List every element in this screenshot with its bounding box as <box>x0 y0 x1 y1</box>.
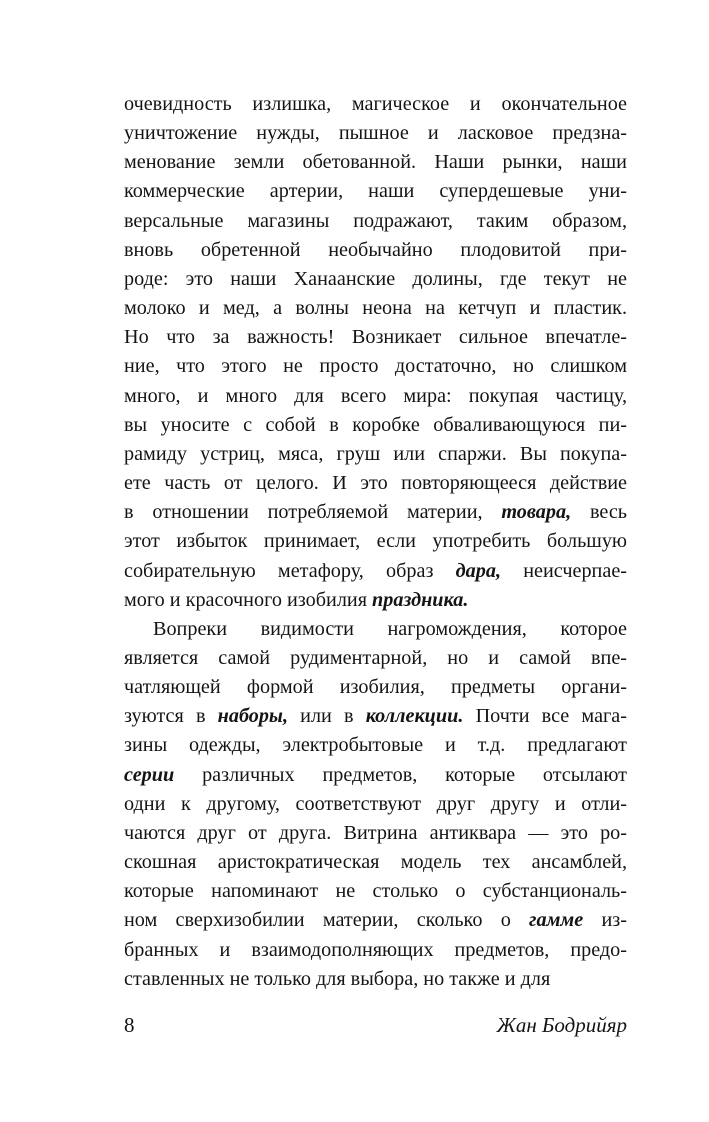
emphasized-term: наборы, <box>217 705 288 728</box>
text-line <box>124 586 627 615</box>
text-line <box>124 265 627 294</box>
text-run: чатляющей формой изобилия, предметы органи- <box>124 676 627 699</box>
text-run: зуются в <box>124 705 218 728</box>
text-run: в отношении потребляемой материи, <box>124 501 502 524</box>
text-run: скошная аристократическая модель тех ансамблей, <box>124 851 627 874</box>
paragraph <box>124 90 627 615</box>
text-line <box>124 207 627 236</box>
emphasized-term: коллекции. <box>365 705 464 728</box>
text-line <box>124 761 627 790</box>
text-run: уничтожение нужды, пышное и ласковое предзна- <box>124 122 627 145</box>
text-line <box>124 294 627 323</box>
text-line <box>124 877 627 906</box>
emphasized-term: товара, <box>501 501 572 524</box>
text-line <box>124 177 627 206</box>
text-run: которые напоминают не столько о субстанциональ- <box>124 880 627 903</box>
text-run: рамиду устриц, мяса, груш или спаржи. Вы покупа- <box>124 442 627 465</box>
text-line <box>124 119 627 148</box>
text-run: ете часть от целого. И это повторяющееся действие <box>124 472 627 495</box>
text-run: этот избыток принимает, если употребить большую <box>124 530 627 553</box>
text-run: зины одежды, электробытовые и т.д. предлагают <box>124 734 627 757</box>
text-line <box>124 906 627 935</box>
text-line <box>124 411 627 440</box>
text-line <box>124 644 627 673</box>
text-run: ставленных не только для выбора, но также и для <box>124 967 551 990</box>
text-run: чаются друг от друга. Витрина антиквара — это ро- <box>124 821 627 844</box>
text-run: весь <box>571 501 627 524</box>
text-run: ном сверхизобилии материи, сколько о <box>124 909 530 932</box>
text-line <box>124 440 627 469</box>
text-run: мого и красочного изобилия <box>124 588 373 611</box>
text-line <box>124 469 627 498</box>
text-line <box>124 323 627 352</box>
text-run: Вопреки видимости нагромождения, которое <box>153 617 627 640</box>
text-run: одни к другому, соответствуют друг другу и отли- <box>124 792 627 815</box>
text-run: из- <box>583 909 627 932</box>
text-line <box>124 382 627 411</box>
text-run: вы уносите с собой в коробке обваливающуюся пи- <box>124 413 627 436</box>
text-line <box>124 790 627 819</box>
text-run: неисчерпае- <box>501 559 627 582</box>
running-author: Жан Бодрийяр <box>496 1013 627 1037</box>
text-line <box>124 498 627 527</box>
text-run: различных предметов, которые отсылают <box>174 763 627 786</box>
text-line <box>124 819 627 848</box>
text-run: коммерческие артерии, наши супердешевые уни- <box>124 180 627 203</box>
text-run: молоко и мед, а волны неона на кетчуп и пластик. <box>124 297 627 320</box>
page-number: 8 <box>124 1013 135 1037</box>
emphasized-term: праздника. <box>372 588 469 611</box>
text-line <box>124 936 627 965</box>
text-run: много, и много для всего мира: покупая частицу, <box>124 384 627 407</box>
emphasized-term: гамме <box>529 909 584 932</box>
text-run: или в <box>288 705 366 728</box>
text-line <box>124 673 627 702</box>
text-line <box>124 527 627 556</box>
text-run: Но что за важность! Возникает сильное впечатле- <box>124 326 627 349</box>
page-body <box>124 90 627 994</box>
text-line <box>124 615 627 644</box>
text-run: бранных и взаимодополняющих предметов, предо- <box>124 938 627 961</box>
text-run: ние, что этого не просто достаточно, но слишком <box>124 355 627 378</box>
paragraph <box>124 615 627 994</box>
text-run: менование земли обетованной. Наши рынки, наши <box>124 151 627 174</box>
emphasized-term: серии <box>124 763 175 786</box>
text-run: является самой рудиментарной, но и самой впе- <box>124 646 627 669</box>
text-line <box>124 557 627 586</box>
text-line <box>124 731 627 760</box>
text-line <box>124 236 627 265</box>
page-footer <box>124 1013 627 1043</box>
text-line <box>124 702 627 731</box>
emphasized-term: дара, <box>455 559 501 582</box>
text-line <box>124 352 627 381</box>
text-run: версальные магазины подражают, таким образом, <box>124 209 627 232</box>
text-line <box>124 90 627 119</box>
text-line <box>124 965 627 994</box>
text-run: роде: это наши Ханаанские долины, где текут не <box>124 267 627 290</box>
text-run: вновь обретенной необычайно плодовитой при- <box>124 238 627 261</box>
text-run: очевидность излишка, магическое и окончательное <box>124 93 627 115</box>
text-run: Почти все мага- <box>463 705 627 728</box>
text-line <box>124 148 627 177</box>
text-run: собирательную метафору, образ <box>124 559 456 582</box>
text-line <box>124 848 627 877</box>
